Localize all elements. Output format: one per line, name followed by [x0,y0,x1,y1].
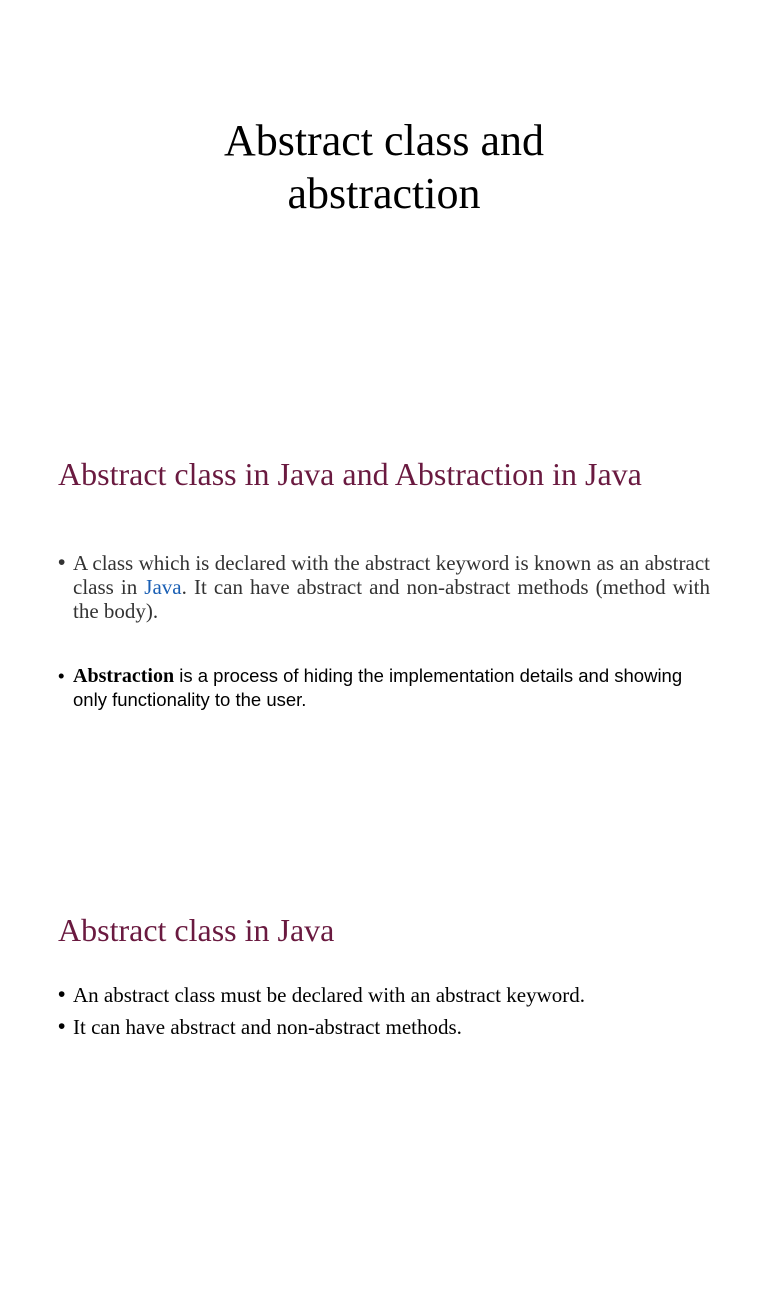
slide-abstract-class-in-java [0,866,768,1298]
bullet-abstraction-definition [58,664,710,712]
slide-heading: Abstract class in Java and Abstraction in Java [58,456,642,492]
slide-heading: Abstract class in Java [58,912,335,948]
title-line-2: abstraction [287,169,481,218]
bullet-declared-with-keyword: • An abstract class must be declared with an abstract keyword. [58,983,710,1007]
bullet-abstract-and-non-abstract-methods: • It can have abstract and non-abstract methods. [58,1015,710,1039]
bullet-text-before-link: A class which is declared with the abstract keyword is known as an abstract class in [73,551,710,599]
bullet-text-after-link: . It can have abstract and non-abstract methods (method with the body). [73,575,710,623]
bullet-abstract-class-definition [58,551,710,623]
presentation-title [0,114,768,220]
abstraction-term: Abstraction [73,665,175,687]
abstraction-description: is a process of hiding the implementation details and showing only functionality to the user. [73,665,683,710]
title-slide [0,0,768,432]
title-line-1: Abstract class and [223,116,545,165]
slide-abstract-class-and-abstraction [0,433,768,865]
java-link[interactable]: Java [144,575,182,599]
